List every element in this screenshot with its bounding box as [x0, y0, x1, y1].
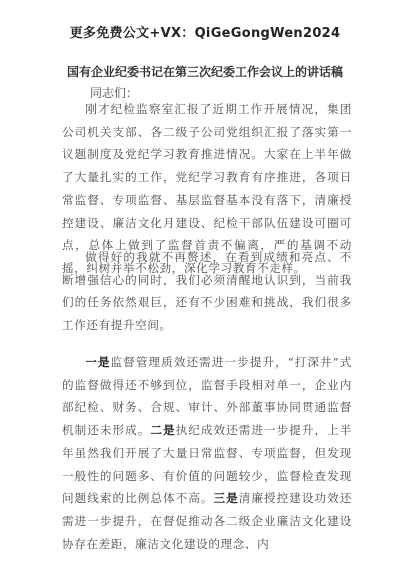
point-three-label: 三是	[213, 491, 239, 506]
salutation: 同志们：	[90, 86, 139, 100]
point-two-text: 执纪成效还需进一步提升，上半年虽然我们开展了大量日常监督、专项监督，但发现一般性的问题多、有价值的问题较少，监督检查发现问题线索的比例总体不高。	[62, 423, 353, 506]
point-one-label: 一是	[85, 355, 111, 369]
body-paragraph-3	[62, 351, 352, 555]
point-two-label: 二是	[150, 423, 176, 438]
promo-banner: 更多免费公文+VX：QiGeGongWen2024	[69, 26, 341, 41]
body-paragraph-2: 做得好的我就不再赘述，在看到成绩和亮点、不断增强信心的同时，我们必须清醒地认识到，当前我们的任务依然艰巨，还有不少困难和挑战，我们很多工作还有提升空间。	[62, 250, 352, 333]
point-three-text: 清廉授控建设功效还需进一步提升，在督促推动各二级企业廉洁文化建设协存在差距，廉洁文化建设的理念、内	[62, 491, 353, 551]
point-one-text: 监督管理质效还需进一步提升，“打深井”式的监督做得还不够到位，监督手段相对单一，企业内部纪检、财务、合规、审计、外部董事协同贯通监督机制还未形成。	[62, 355, 352, 438]
body-paragraph-1: 刚才纪检监察室汇报了近期工作开展情况，集团公司机关支部、各二级子公司党组织汇报了落实第一议题制度及党纪学习教育推进情况。大家在上半年做了大量扎实的工作，党纪学习教育有序推进，各项日常监督、专项监督、基层监督基本没有落下，清廉授控建设、廉洁文化月建设、纪检干部队伍建设可圈可点，总体上做到了监督首责不偏离，严的基调不动摇，纠树并举不松劲，深化学习教育不走样。	[62, 102, 352, 275]
document-title: 国有企业纪委书记在第三次纪委工作会议上的讲话稿	[66, 65, 343, 79]
